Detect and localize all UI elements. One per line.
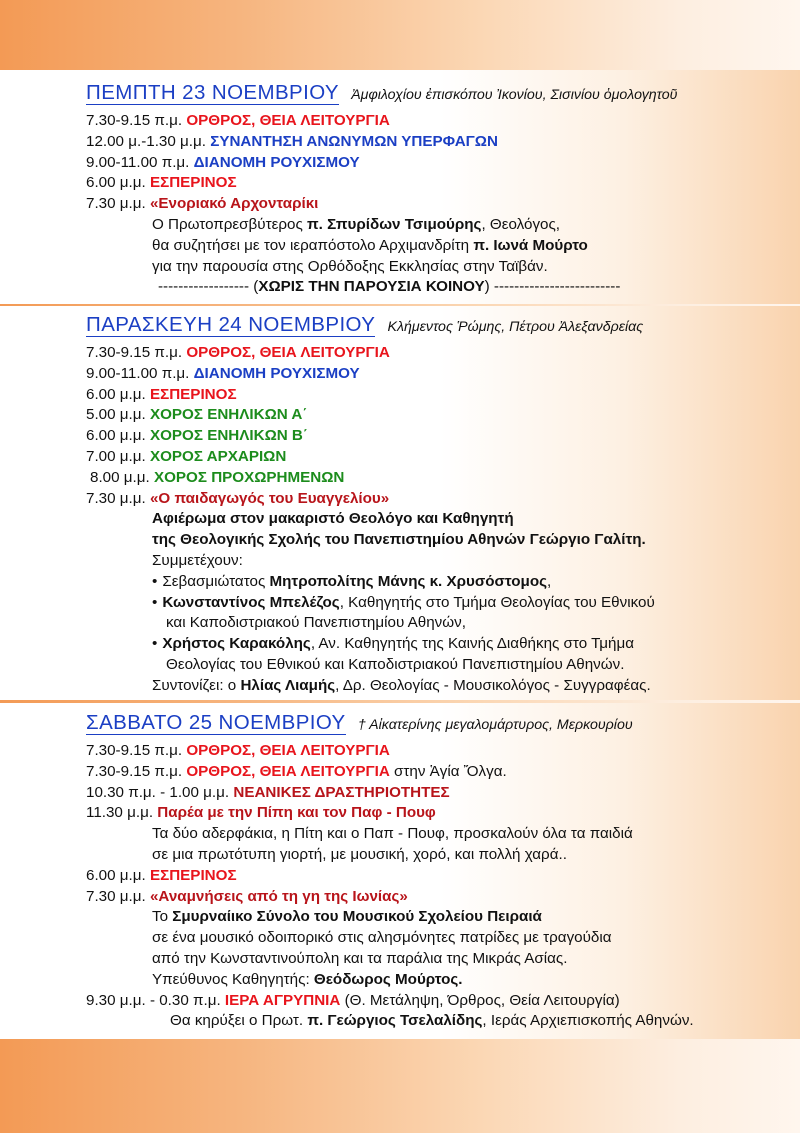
event-name: «Ενοριακό Αρχονταρίκι xyxy=(149,195,319,213)
person-name: π. Ιωνά Μούρτο xyxy=(473,236,588,254)
event-name: ΙΕΡΑ ΑΓΡΥΠΝΙΑ xyxy=(224,991,341,1009)
participant-item: • Σεβασμιώτατος Μητροπολίτης Μάνης κ. Χρυσόστομος, xyxy=(86,572,786,593)
event-line xyxy=(86,762,786,783)
event-time: 12.00 μ.-1.30 μ.μ. xyxy=(86,132,206,150)
person-name: Μητροπολίτης Μάνης κ. Χρυσόστομος xyxy=(269,572,548,590)
event-description: σε μια πρωτότυπη γιορτή, με μουσική, χορό, και πολλή χαρά.. xyxy=(152,845,567,863)
participant-item: • Κωνσταντίνος Μπελέζος, Καθηγητής στο Τμήμα Θεολογίας του Εθνικού xyxy=(86,593,786,614)
event-description: Υπεύθυνος Καθηγητής: Θεόδωρος Μούρτος. xyxy=(152,970,463,988)
event-time: 7.30 μ.μ. xyxy=(86,195,146,213)
participants-label: Συμμετέχουν: xyxy=(152,551,243,569)
event-line xyxy=(86,194,786,215)
event-name: ΟΡΘΡΟΣ, ΘΕΙΑ ΛΕΙΤΟΥΡΓΙΑ xyxy=(186,112,390,129)
event-line xyxy=(86,153,786,174)
moderator-line: Συντονίζει: ο Ηλίας Λιαμής, Δρ. Θεολογίας - Μουσικολόγος - Συγγραφέας. xyxy=(152,676,651,694)
event-time: 7.30-9.15 π.μ. xyxy=(86,762,183,780)
event-description: θα συζητήσει με τον ιεραπόστολο Αρχιμανδρίτη π. Ιωνά Μούρτο xyxy=(152,236,588,254)
event-time: 9.00-11.00 π.μ. xyxy=(86,364,190,382)
participant-continuation: Θεολογίας του Εθνικού και Καποδιστριακού Πανεπιστημίου Αθηνών. xyxy=(166,655,625,673)
event-name: ΕΣΠΕΡΙΝΟΣ xyxy=(149,174,237,192)
ensemble-name: Σμυρναίικο Σύνολο του Μουσικού Σχολείου Πειραιά xyxy=(172,908,542,926)
event-name: ΔΙΑΝΟΜΗ ΡΟΥΧΙΣΜΟΥ xyxy=(193,364,360,382)
person-name: Ηλίας Λιαμής xyxy=(240,676,336,694)
event-name: ΔΙΑΝΟΜΗ ΡΟΥΧΙΣΜΟΥ xyxy=(193,153,360,171)
person-name: Χρήστος Καρακόλης xyxy=(162,635,311,653)
event-description: Τα δύο αδερφάκια, η Πίτη και ο Παπ - Πουφ, προσκαλούν όλα τα παιδιά xyxy=(152,825,633,843)
saints-of-day: Ἀμφιλοχίου ἐπισκόπου Ἰκονίου, Σισινίου ὁμολογητοῦ xyxy=(351,87,678,103)
event-time: 6.00 μ.μ. xyxy=(86,174,146,192)
event-time: 8.00 μ.μ. xyxy=(90,468,150,486)
participant-continuation: και Καποδιστριακού Πανεπιστημίου Αθηνών, xyxy=(166,614,466,632)
event-line xyxy=(86,132,786,153)
event-time: 7.30 μ.μ. xyxy=(86,489,146,507)
event-description: Το Σμυρναίικο Σύνολο του Μουσικού Σχολείου Πειραιά xyxy=(152,908,542,926)
event-name: ΧΟΡΟΣ ΠΡΟΧΩΡΗΜΕΝΩΝ xyxy=(153,468,345,486)
event-name: ΕΣΠΕΡΙΝΟΣ xyxy=(149,385,237,403)
event-time: 11.30 μ.μ. xyxy=(86,804,154,822)
person-name: π. Σπυρίδων Τσιμούρης xyxy=(307,215,482,233)
event-time: 5.00 μ.μ. xyxy=(86,406,146,424)
event-line xyxy=(86,468,786,489)
event-line xyxy=(86,447,786,468)
event-line xyxy=(86,385,786,406)
tribute-text: Αφιέρωμα στον μακαριστό Θεολόγο και Καθηγητή xyxy=(152,510,514,528)
event-description: Ο Πρωτοπρεσβύτερος π. Σπυρίδων Τσιμούρης, Θεολόγος, xyxy=(152,215,561,233)
event-name: ΧΟΡΟΣ ΑΡΧΑΡΙΩΝ xyxy=(149,447,287,465)
event-name: ΟΡΘΡΟΣ, ΘΕΙΑ ΛΕΙΤΟΥΡΓΙΑ xyxy=(186,762,390,780)
event-name: ΟΡΘΡΟΣ, ΘΕΙΑ ΛΕΙΤΟΥΡΓΙΑ xyxy=(186,742,390,759)
event-line xyxy=(86,991,786,1012)
event-line xyxy=(86,783,786,804)
day-title: ΠΕΜΠΤΗ 23 ΝΟΕΜΒΡΙΟΥ xyxy=(86,81,339,104)
event-name: ΕΣΠΕΡΙΝΟΣ xyxy=(149,866,237,884)
person-name: Θεόδωρος Μούρτος. xyxy=(313,970,463,988)
person-name: π. Γεώργιος Τσελαλίδης xyxy=(307,1012,483,1030)
preacher-line: Θα κηρύξει ο Πρωτ. π. Γεώργιος Τσελαλίδης, Ιεράς Αρχιεπισκοπής Αθηνών. xyxy=(170,1012,694,1030)
event-time: 6.00 μ.μ. xyxy=(86,427,146,445)
event-time: 7.30-9.15 π.μ. xyxy=(86,112,183,129)
event-line xyxy=(86,426,786,447)
day-header xyxy=(86,711,786,741)
day-section-friday xyxy=(86,313,786,697)
event-time: 7.30-9.15 π.μ. xyxy=(86,344,183,361)
event-name: Παρέα με την Πίπη και τον Παφ - Πουφ xyxy=(157,804,436,822)
event-time: 7.30-9.15 π.μ. xyxy=(86,742,183,759)
event-time: 6.00 μ.μ. xyxy=(86,866,146,884)
event-description: για την παρουσία στης Ορθόδοξης Εκκλησίας στην Ταϊβάν. xyxy=(152,257,548,275)
event-line xyxy=(86,866,786,887)
event-line xyxy=(86,364,786,385)
day-header xyxy=(86,81,786,111)
participant-item: • Χρήστος Καρακόλης, Αν. Καθηγητής της Καινής Διαθήκης στο Τμήμα xyxy=(86,634,786,655)
event-line xyxy=(86,173,786,194)
event-description: σε ένα μουσικό οδοιπορικό στις αλησμόνητες πατρίδες με τραγούδια xyxy=(152,929,612,947)
event-line xyxy=(86,803,786,824)
day-title: ΠΑΡΑΣΚΕΥΗ 24 ΝΟΕΜΒΡΙΟΥ xyxy=(86,313,376,336)
day-header xyxy=(86,313,786,343)
event-name: ΧΟΡΟΣ ΕΝΗΛΙΚΩΝ Α΄ xyxy=(149,406,308,424)
event-time: 6.00 μ.μ. xyxy=(86,385,146,403)
event-line xyxy=(86,111,786,132)
event-line xyxy=(86,489,786,510)
day-title: ΣΑΒΒΑΤΟ 25 ΝΟΕΜΒΡΙΟΥ xyxy=(86,711,346,734)
event-time: 7.30 μ.μ. xyxy=(86,887,146,905)
tribute-text: της Θεολογικής Σχολής του Πανεπιστημίου Αθηνών Γεώργιο Γαλίτη. xyxy=(152,531,646,549)
saints-of-day: † Αἰκατερίνης μεγαλομάρτυρος, Μερκουρίου xyxy=(357,717,633,733)
event-line xyxy=(86,343,786,364)
day-section-saturday xyxy=(86,711,786,1032)
saints-of-day: Κλήμεντος Ῥώμης, Πέτρου Ἀλεξανδρείας xyxy=(387,319,644,335)
event-time: 9.00-11.00 π.μ. xyxy=(86,153,190,171)
event-time: 10.30 π.μ. - 1.00 μ.μ. xyxy=(86,783,230,801)
event-name: ΟΡΘΡΟΣ, ΘΕΙΑ ΛΕΙΤΟΥΡΓΙΑ xyxy=(186,344,390,361)
closed-event-note: ------------------ (ΧΩΡΙΣ ΤΗΝ ΠΑΡΟΥΣΙΑ ΚΟΙΝΟΥ) ------------------------- xyxy=(158,278,621,296)
event-line xyxy=(86,887,786,908)
event-time: 7.00 μ.μ. xyxy=(86,447,146,465)
event-details: (Θ. Μετάληψη, Όρθρος, Θεία Λειτουργία) xyxy=(340,991,620,1009)
event-line xyxy=(86,741,786,762)
day-section-thursday xyxy=(86,81,786,298)
event-line xyxy=(86,405,786,426)
person-name: Κωνσταντίνος Μπελέζος xyxy=(162,593,340,611)
event-name: «Αναμνήσεις από τη γη της Ιωνίας» xyxy=(149,887,408,905)
event-location: στην Ἁγία Ὄλγα. xyxy=(389,762,507,780)
event-name: «Ο παιδαγωγός του Ευαγγελίου» xyxy=(149,489,390,507)
event-description: από την Κωνσταντινούπολη και τα παράλια της Μικράς Ασίας. xyxy=(152,949,568,967)
event-name: ΧΟΡΟΣ ΕΝΗΛΙΚΩΝ Β΄ xyxy=(149,427,308,445)
event-name: ΝΕΑΝΙΚΕΣ ΔΡΑΣΤΗΡΙΟΤΗΤΕΣ xyxy=(233,783,450,801)
event-time: 9.30 μ.μ. - 0.30 π.μ. xyxy=(86,991,221,1009)
event-name: ΣΥΝΑΝΤΗΣΗ ΑΝΩΝΥΜΩΝ ΥΠΕΡΦΑΓΩΝ xyxy=(210,132,498,150)
